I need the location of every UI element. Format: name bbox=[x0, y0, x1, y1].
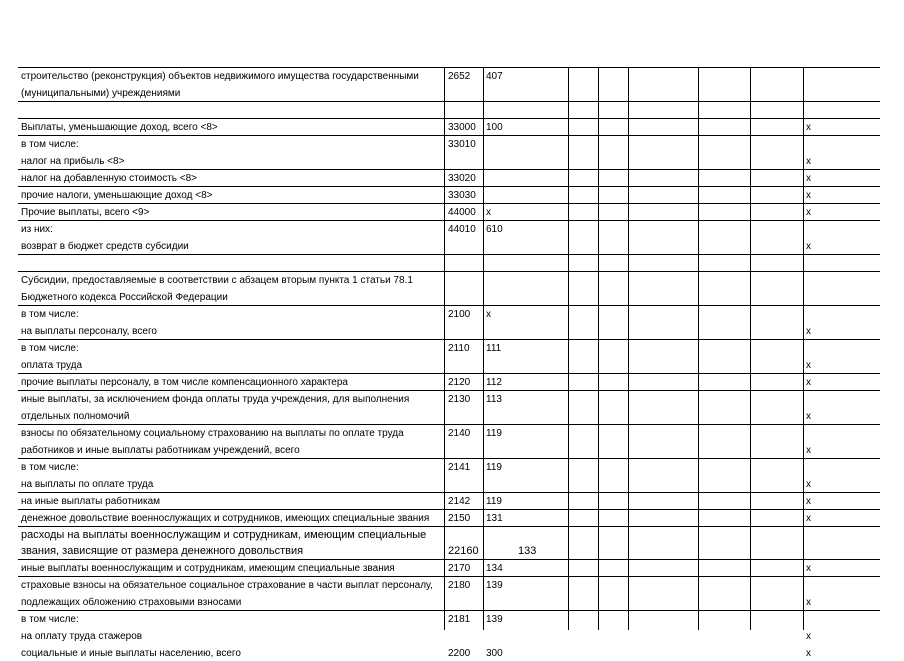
row-label: социальные и иные выплаты населению, всего bbox=[21, 647, 241, 659]
row-mark: x bbox=[806, 325, 811, 337]
row-kosgu: 139 bbox=[486, 579, 503, 591]
row-label: иные выплаты военнослужащим и сотрудникам, имеющим специальные звания bbox=[21, 562, 395, 574]
row-label-line-1: в том числе: bbox=[21, 308, 79, 320]
row-label-line-1: в том числе: bbox=[21, 138, 79, 150]
row-label-line-1: в том числе: bbox=[21, 613, 79, 625]
row-code: 2130 bbox=[448, 393, 471, 405]
row-mark: x bbox=[806, 240, 811, 252]
row-code: 44000 bbox=[448, 206, 476, 218]
row-kosgu: 407 bbox=[486, 70, 503, 82]
row-label-line-1: из них: bbox=[21, 223, 53, 235]
row-kosgu: x bbox=[486, 308, 491, 320]
row-code: 2150 bbox=[448, 512, 471, 524]
row-mark: x bbox=[806, 647, 811, 659]
row-code: 2652 bbox=[448, 70, 471, 82]
row-mark: x bbox=[806, 189, 811, 201]
row-code: 2200 bbox=[448, 647, 471, 659]
row-mark: x bbox=[806, 359, 811, 371]
row-code: 2181 bbox=[448, 613, 471, 625]
row-label-line-2: звания, зависящие от размера денежного довольствия bbox=[21, 544, 304, 557]
row-code: 33030 bbox=[448, 189, 476, 201]
row-label-line-1: Субсидии, предоставляемые в соответствии с абзацем вторым пункта 1 статьи 78.1 bbox=[21, 274, 413, 286]
row-code: 33020 bbox=[448, 172, 476, 184]
row-label-line-2: (муниципальными) учреждениями bbox=[21, 87, 181, 99]
row-label-line-1: взносы по обязательному социальному страхованию на выплаты по оплате труда bbox=[21, 427, 404, 439]
row-label-line-2: на выплаты персоналу, всего bbox=[21, 325, 157, 337]
row-label-line-2: Бюджетного кодекса Российской Федерации bbox=[21, 291, 228, 303]
row-label: прочие выплаты персоналу, в том числе компенсационного характера bbox=[21, 376, 348, 388]
row-code: 2142 bbox=[448, 495, 471, 507]
row-label-line-2: возврат в бюджет средств субсидии bbox=[21, 240, 189, 252]
row-kosgu: x bbox=[486, 206, 491, 218]
row-kosgu: 134 bbox=[486, 562, 503, 574]
row-code: 2120 bbox=[448, 376, 471, 388]
row-kosgu: 119 bbox=[486, 495, 502, 507]
row-kosgu: 113 bbox=[486, 393, 502, 405]
row-code: 33000 bbox=[448, 121, 476, 133]
row-code: 22160 bbox=[448, 544, 479, 557]
row-code: 2140 bbox=[448, 427, 471, 439]
row-kosgu: 100 bbox=[486, 121, 503, 133]
row-label-line-2: на оплату труда стажеров bbox=[21, 630, 143, 642]
row-code: 33010 bbox=[448, 138, 476, 150]
row-mark: x bbox=[806, 512, 811, 524]
row-kosgu: 610 bbox=[486, 223, 503, 235]
row-label: на иные выплаты работникам bbox=[21, 495, 161, 507]
row-code: 2110 bbox=[448, 342, 470, 354]
row-mark: x bbox=[806, 444, 811, 456]
financial-plan-table bbox=[18, 67, 880, 659]
row-label-line-2: отдельных полномочий bbox=[21, 410, 130, 422]
row-mark: x bbox=[806, 121, 811, 133]
row-kosgu: 133 bbox=[518, 544, 537, 557]
row-kosgu: 111 bbox=[486, 342, 502, 354]
row-label-line-1: расходы на выплаты военнослужащим и сотрудникам, имеющим специальные bbox=[21, 528, 427, 541]
row-label-line-2: на выплаты по оплате труда bbox=[21, 478, 154, 490]
row-kosgu: 300 bbox=[486, 647, 503, 659]
row-mark: x bbox=[806, 630, 811, 642]
row-mark: x bbox=[806, 206, 811, 218]
row-label-line-2: подлежащих обложению страховыми взносами bbox=[21, 596, 242, 608]
row-label-line-1: в том числе: bbox=[21, 342, 79, 354]
row-label-line-2: оплата труда bbox=[21, 359, 83, 371]
row-label-line-1: иные выплаты, за исключением фонда оплаты труда учреждения, для выполнения bbox=[21, 393, 410, 405]
row-label-line-1: страховые взносы на обязательное социальное страхование в части выплат персоналу, bbox=[21, 579, 433, 591]
row-kosgu: 112 bbox=[486, 376, 502, 388]
row-kosgu: 131 bbox=[486, 512, 503, 524]
row-label: Выплаты, уменьшающие доход, всего <8> bbox=[21, 121, 218, 133]
row-label-line-2: работников и иные выплаты работникам учреждений, всего bbox=[21, 444, 300, 456]
row-kosgu: 119 bbox=[486, 461, 502, 473]
row-label: Прочие выплаты, всего <9> bbox=[21, 206, 150, 218]
row-mark: x bbox=[806, 376, 811, 388]
row-label: налог на добавленную стоимость <8> bbox=[21, 172, 198, 184]
row-kosgu: 139 bbox=[486, 613, 503, 625]
row-mark: x bbox=[806, 410, 811, 422]
row-code: 2180 bbox=[448, 579, 471, 591]
row-code: 2170 bbox=[448, 562, 471, 574]
row-mark: x bbox=[806, 478, 811, 490]
row-mark: x bbox=[806, 562, 811, 574]
row-label-line-1: в том числе: bbox=[21, 461, 79, 473]
row-code: 2141 bbox=[448, 461, 471, 473]
row-code: 2100 bbox=[448, 308, 471, 320]
row-label-line-1: строительство (реконструкция) объектов недвижимого имущества государственными bbox=[21, 70, 419, 82]
row-mark: x bbox=[806, 596, 811, 608]
row-label: денежное довольствие военнослужащих и сотрудников, имеющих специальные звания bbox=[21, 512, 430, 524]
row-mark: x bbox=[806, 172, 811, 184]
row-code: 44010 bbox=[448, 223, 476, 235]
row-label: прочие налоги, уменьшающие доход <8> bbox=[21, 189, 213, 201]
row-mark: x bbox=[806, 155, 811, 167]
row-label-line-2: налог на прибыль <8> bbox=[21, 155, 125, 167]
row-mark: x bbox=[806, 495, 811, 507]
row-kosgu: 119 bbox=[486, 427, 502, 439]
